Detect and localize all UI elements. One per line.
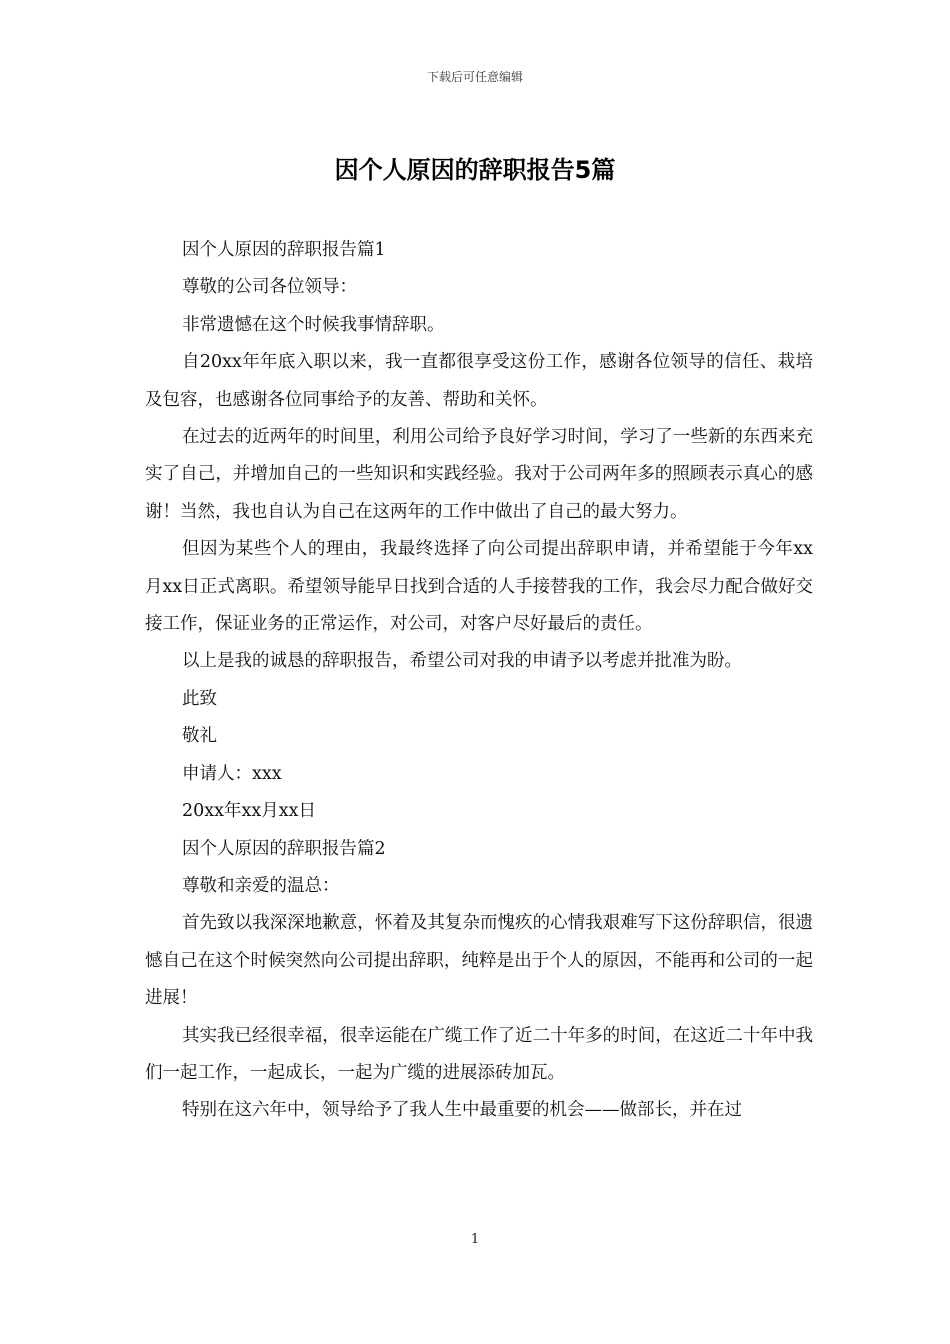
paragraph: 但因为某些个人的理由，我最终选择了向公司提出辞职申请，并希望能于今年xx月xx日正式离职。希望领导能早日找到合适的人手接替我的工作，我会尽力配合做好交接工作，保证业务的正常运作，对公司，对客户尽好最后的责任。: [145, 539, 813, 635]
paragraph: 特别在这六年中，领导给予了我人生中最重要的机会——做部长，并在过: [182, 1100, 742, 1121]
paragraph: 此致: [182, 688, 217, 709]
paragraph: 在过去的近两年的时间里，利用公司给予良好学习时间，学习了一些新的东西来充实了自己，并增加自己的一些知识和实践经验。我对于公司两年多的照顾表示真心的感谢！当然，我也自认为自己在这两年的工作中做出了自己的最大努力。: [145, 427, 813, 522]
paragraph: 因个人原因的辞职报告篇1: [182, 240, 386, 260]
paragraph: 其实我已经很幸福，很幸运能在广缆工作了近二十年多的时间，在这近二十年中我们一起工作，一起成长，一起为广缆的进展添砖加瓦。: [145, 1025, 813, 1083]
paragraph: 首先致以我深深地歉意，怀着及其复杂而愧疚的心情我艰难写下这份辞职信，很遗憾自己在这个时候突然向公司提出辞职，纯粹是出于个人的原因，不能再和公司的一起进展！: [145, 913, 813, 1009]
header-note: 下载后可任意编辑: [426, 70, 523, 84]
paragraph: 非常遗憾在这个时候我事情辞职。: [182, 314, 445, 335]
document-title: 因个人原因的辞职报告5篇: [334, 156, 616, 184]
paragraph: 自20xx年年底入职以来，我一直都很享受这份工作，感谢各位领导的信任、栽培及包容，也感谢各位同事给予的友善、帮助和关怀。: [145, 352, 813, 410]
document-body: [145, 232, 813, 1130]
paragraph: 敬礼: [182, 726, 217, 747]
paragraph: 因个人原因的辞职报告篇2: [182, 838, 386, 859]
page-number: 1: [470, 1232, 480, 1247]
paragraph: 20xx年xx月xx日: [182, 801, 316, 822]
paragraph: 尊敬和亲爱的温总：: [182, 875, 340, 896]
paragraph: 尊敬的公司各位领导：: [182, 277, 357, 298]
paragraph: 以上是我的诚恳的辞职报告，希望公司对我的申请予以考虑并批准为盼。: [182, 651, 742, 672]
paragraph: 申请人：xxx: [182, 763, 282, 784]
